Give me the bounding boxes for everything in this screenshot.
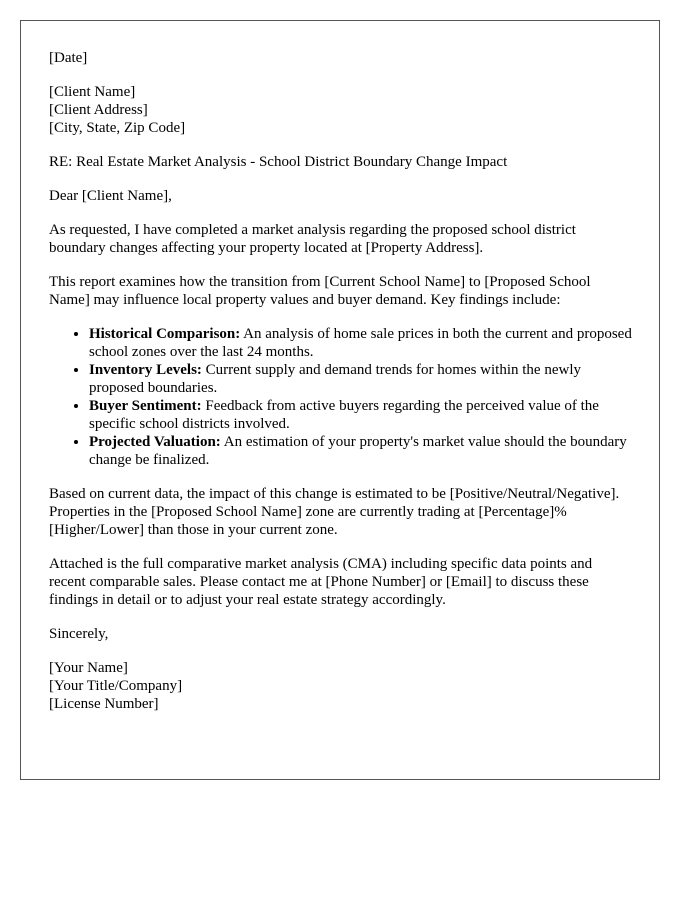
subject-line: RE: Real Estate Market Analysis - School District Boundary Change Impact bbox=[49, 154, 508, 170]
finding-text: Feedback from active buyers regarding the perceived value of the specific school districts involved. bbox=[89, 398, 599, 432]
impact-paragraph: Based on current data, the impact of this change is estimated to be [Positive/Neutral/Negative]. Properties in the [Proposed School Name] zone are currently trading at [Percentage]% [Higher/Lower] than those in your current zone. bbox=[49, 486, 620, 538]
findings-list bbox=[49, 325, 632, 469]
salutation: Dear [Client Name], bbox=[49, 188, 172, 204]
letter-page bbox=[20, 20, 660, 780]
recipient-city-state-zip: [City, State, Zip Code] bbox=[49, 120, 186, 136]
letter-date: [Date] bbox=[49, 50, 88, 66]
finding-text: An estimation of your property's market value should the boundary change be finalized. bbox=[89, 434, 627, 468]
finding-text: An analysis of home sale prices in both the current and proposed school zones over the last 24 months. bbox=[89, 326, 632, 360]
finding-item bbox=[89, 361, 632, 397]
finding-term: Buyer Sentiment: bbox=[89, 398, 202, 414]
signature-license: [License Number] bbox=[49, 696, 159, 712]
recipient-address: [Client Address] bbox=[49, 102, 148, 118]
signature-title-company: [Your Title/Company] bbox=[49, 678, 183, 694]
finding-term: Projected Valuation: bbox=[89, 434, 221, 450]
finding-text: Current supply and demand trends for homes within the newly proposed boundaries. bbox=[89, 362, 582, 396]
finding-term: Historical Comparison: bbox=[89, 326, 241, 342]
finding-term: Inventory Levels: bbox=[89, 362, 202, 378]
finding-item bbox=[89, 325, 632, 361]
intro-paragraph: As requested, I have completed a market analysis regarding the proposed school district boundary changes affecting your property located at [Property Address]. bbox=[49, 222, 576, 256]
recipient-name: [Client Name] bbox=[49, 84, 136, 100]
signature-block bbox=[49, 659, 632, 713]
attachment-paragraph: Attached is the full comparative market analysis (CMA) including specific data points and recent comparable sales. Please contact me at [Phone Number] or [Email] to discuss these findings in detail or to adjust your real estate strategy accordingly. bbox=[49, 556, 593, 608]
finding-item bbox=[89, 397, 632, 433]
signature-name: [Your Name] bbox=[49, 660, 128, 676]
closing: Sincerely, bbox=[49, 626, 109, 642]
finding-item bbox=[89, 433, 632, 469]
report-paragraph: This report examines how the transition from [Current School Name] to [Proposed School Name] may influence local property values and buyer demand. Key findings include: bbox=[49, 274, 591, 308]
recipient-block bbox=[49, 83, 632, 137]
